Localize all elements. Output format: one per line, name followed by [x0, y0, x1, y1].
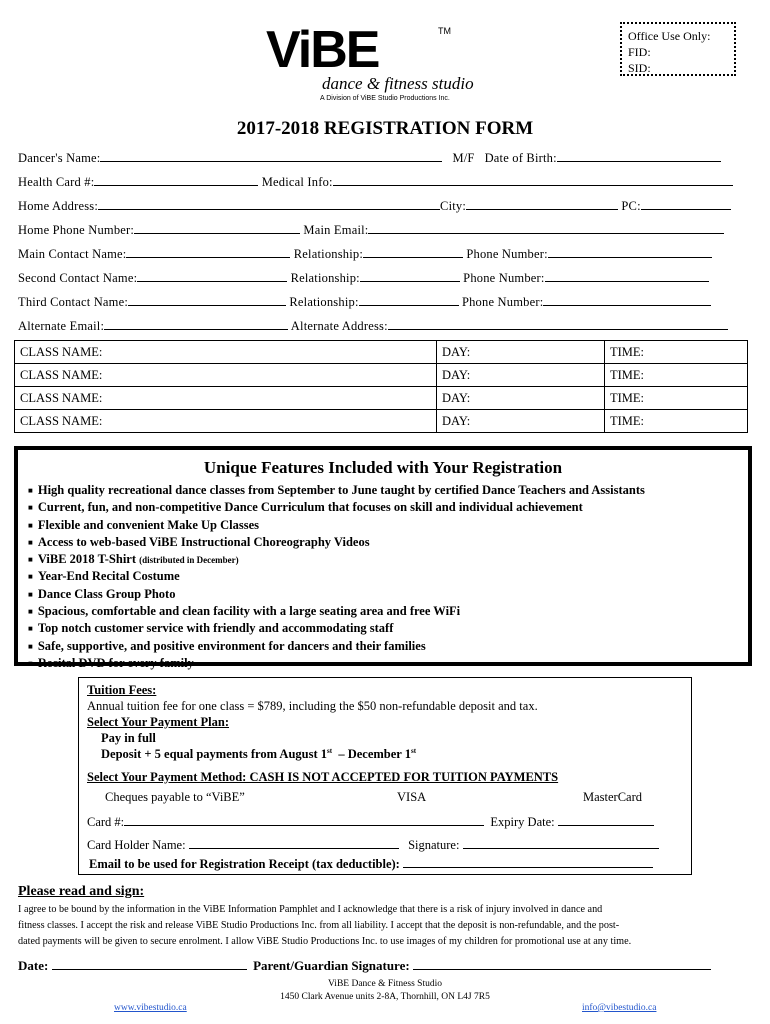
dancer-name-input[interactable] — [100, 150, 442, 162]
main-contact-label: Main Contact Name: — [18, 247, 127, 261]
third-contact-input[interactable] — [128, 294, 286, 306]
feature-text: Year-End Recital Costume — [37, 569, 180, 584]
expiry-input[interactable] — [558, 814, 654, 826]
tuition-fee-text: Annual tuition fee for one class = $789, including the $50 non-refundable deposit and tax. — [87, 699, 538, 713]
class-time-cell[interactable]: TIME: — [605, 341, 748, 364]
third-phone-label: Phone Number: — [461, 295, 544, 309]
payment-method-heading: Select Your Payment Method: CASH IS NOT ACCEPTED FOR TUITION PAYMENTS — [87, 770, 559, 784]
third-contact-label: Third Contact Name: — [18, 295, 129, 309]
list-item — [28, 586, 645, 603]
feature-text: Safe, supportive, and positive environment for dancers and their families — [37, 638, 426, 653]
feature-text: Current, fun, and non-competitive Dance Curriculum that focuses on skill and individual achievement — [37, 500, 583, 515]
alternate-row — [18, 318, 758, 334]
second-phone-label: Phone Number: — [463, 271, 545, 285]
date-label: Date: — [18, 958, 49, 973]
receipt-email-input[interactable] — [403, 856, 653, 868]
office-use-box — [620, 22, 736, 76]
feature-text: High quality recreational dance classes from September to June taught by certified Dance Teachers and Assistants — [37, 483, 645, 497]
alt-email-label: Alternate Email: — [18, 319, 105, 333]
superscript: st — [327, 747, 333, 755]
list-item — [28, 568, 645, 585]
footer-address: 1450 Clark Avenue units 2-8A, Thornhill, ON L4J 7R5 — [280, 992, 490, 1002]
card-row — [87, 814, 654, 830]
phone-row — [18, 222, 758, 238]
class-name-cell[interactable]: CLASS NAME: — [15, 410, 437, 433]
tuition-heading: Tuition Fees: — [87, 683, 157, 697]
list-item — [28, 534, 645, 551]
card-holder-row — [87, 837, 659, 853]
logo-trademark: TM — [438, 26, 451, 36]
second-relationship-input[interactable] — [360, 270, 460, 282]
pc-label: PC: — [621, 199, 641, 213]
email-link[interactable]: info@vibestudio.ca — [582, 1003, 657, 1013]
plan-deposit-installments[interactable] — [101, 747, 416, 762]
list-item — [28, 655, 645, 672]
class-table — [14, 340, 748, 433]
parent-signature-input[interactable] — [413, 958, 711, 970]
feature-text: ViBE 2018 T-Shirt — [37, 552, 137, 567]
list-item — [28, 499, 645, 516]
card-number-input[interactable] — [124, 814, 484, 826]
tshirt-note: (distributed in December) — [139, 555, 239, 566]
address-row — [18, 198, 758, 214]
office-use-label: Office Use Only: — [628, 29, 711, 43]
class-day-cell[interactable]: DAY: — [437, 387, 605, 410]
home-phone-input[interactable] — [134, 222, 300, 234]
card-holder-input[interactable] — [189, 837, 399, 849]
gender-label: M/F — [452, 151, 475, 165]
medical-info-input[interactable] — [333, 174, 733, 186]
home-address-label: Home Address: — [18, 199, 99, 213]
list-item — [28, 603, 645, 620]
method-mastercard[interactable]: MasterCard — [583, 790, 643, 804]
health-card-input[interactable] — [94, 174, 258, 186]
third-relationship-input[interactable] — [359, 294, 459, 306]
main-relationship-input[interactable] — [363, 246, 463, 258]
superscript: st — [410, 747, 417, 755]
class-name-cell[interactable]: CLASS NAME: — [15, 341, 437, 364]
second-relationship-label: Relationship: — [290, 271, 360, 285]
home-address-input[interactable] — [98, 198, 440, 210]
second-contact-row — [18, 270, 758, 286]
medical-info-label: Medical Info: — [261, 175, 333, 189]
main-email-label: Main Email: — [303, 223, 369, 237]
agreement-line: fitness classes. I accept the risk and release ViBE Studio Productions Inc. from all liability. I accept that the deposit is non-refundable, and the post- — [18, 920, 620, 931]
logo-wordmark: ViBE — [266, 21, 379, 79]
second-contact-input[interactable] — [137, 270, 287, 282]
features-title: Unique Features Included with Your Registration — [203, 458, 563, 477]
health-card-label: Health Card #: — [18, 175, 95, 189]
alt-address-label: Alternate Address: — [290, 319, 388, 333]
class-day-cell[interactable]: DAY: — [437, 410, 605, 433]
dancer-row — [18, 150, 758, 166]
third-relationship-label: Relationship: — [289, 295, 359, 309]
class-name-cell[interactable]: CLASS NAME: — [15, 364, 437, 387]
receipt-email-row — [89, 856, 653, 872]
main-email-input[interactable] — [368, 222, 724, 234]
agreement-line: dated payments will be given to secure enrolment. I allow ViBE Studio Productions Inc. to use images of my children for promotional use at any time. — [18, 936, 632, 947]
main-contact-row — [18, 246, 758, 262]
feature-text: Top notch customer service with friendly and accommodating staff — [37, 621, 394, 636]
card-number-label: Card #: — [87, 815, 125, 829]
agreement-text — [18, 902, 758, 950]
agreement-heading: Please read and sign: — [18, 884, 145, 899]
method-visa[interactable]: VISA — [397, 790, 427, 804]
logo-subtitle: dance & fitness studio — [322, 74, 474, 93]
main-contact-input[interactable] — [126, 246, 290, 258]
list-item — [28, 482, 645, 499]
plan-deposit-text: Deposit + 5 equal payments from August 1 — [101, 747, 328, 762]
feature-text: Recital DVD for every family — [37, 655, 194, 670]
method-cheque[interactable]: Cheques payable to “ViBE” — [105, 790, 245, 804]
second-contact-label: Second Contact Name: — [18, 271, 138, 285]
alt-address-input[interactable] — [388, 318, 728, 330]
office-sid-label: SID: — [628, 61, 651, 75]
parent-signature-label: Parent/Guardian Signature: — [253, 958, 410, 973]
city-input[interactable] — [466, 198, 618, 210]
card-signature-input[interactable] — [463, 837, 659, 849]
logo-division: A Division of ViBE Studio Productions Inc. — [320, 95, 450, 102]
plan-pay-in-full[interactable]: Pay in full — [101, 731, 156, 745]
dancer-name-label: Dancer's Name: — [18, 151, 101, 165]
table-row — [15, 341, 748, 364]
health-row — [18, 174, 758, 190]
signature-row — [18, 958, 711, 974]
receipt-email-label: Email to be used for Registration Receipt (tax deductible): — [89, 857, 400, 871]
vibe-logo — [262, 22, 502, 108]
third-phone-input[interactable] — [543, 294, 711, 306]
list-item — [28, 638, 645, 655]
city-label: City: — [440, 199, 467, 213]
pc-input[interactable] — [641, 198, 731, 210]
main-phone-label: Phone Number: — [466, 247, 548, 261]
class-name-cell[interactable]: CLASS NAME: — [15, 387, 437, 410]
features-box — [14, 446, 752, 670]
alt-email-input[interactable] — [104, 318, 288, 330]
class-time-cell[interactable]: TIME: — [605, 364, 748, 387]
class-time-cell[interactable]: TIME: — [605, 410, 748, 433]
main-relationship-label: Relationship: — [293, 247, 364, 261]
features-list — [28, 482, 645, 672]
agreement-line: I agree to be bound by the information in the ViBE Information Pamphlet and I acknowledge that there is a risk of injury involved in dance and — [18, 904, 603, 915]
dob-label: Date of Birth: — [484, 151, 557, 165]
feature-text: Dance Class Group Photo — [37, 586, 176, 601]
office-fid-label: FID: — [628, 45, 651, 59]
table-row — [15, 364, 748, 387]
date-input[interactable] — [52, 958, 247, 970]
plan-deposit-text-end: – December 1 — [332, 747, 411, 762]
table-row — [15, 387, 748, 410]
list-item — [28, 620, 645, 637]
card-holder-label: Card Holder Name: — [87, 838, 186, 852]
table-row — [15, 410, 748, 433]
home-phone-label: Home Phone Number: — [18, 223, 135, 237]
list-item — [28, 517, 645, 534]
class-day-cell[interactable]: DAY: — [437, 341, 605, 364]
second-phone-input[interactable] — [545, 270, 709, 282]
feature-text: Flexible and convenient Make Up Classes — [37, 517, 260, 532]
feature-text: Access to web-based ViBE Instructional Choreography Videos — [37, 534, 370, 549]
footer-studio-name: ViBE Dance & Fitness Studio — [328, 979, 442, 989]
class-time-cell[interactable]: TIME: — [605, 387, 748, 410]
feature-text: Spacious, comfortable and clean facility with a large seating area and free WiFi — [37, 604, 461, 619]
class-day-cell[interactable]: DAY: — [437, 364, 605, 387]
website-link[interactable]: www.vibestudio.ca — [114, 1003, 187, 1013]
main-phone-input[interactable] — [548, 246, 712, 258]
third-contact-row — [18, 294, 758, 310]
payment-plan-heading: Select Your Payment Plan: — [87, 715, 229, 729]
list-item — [28, 551, 645, 568]
dob-input[interactable] — [557, 150, 721, 162]
form-title: 2017-2018 REGISTRATION FORM — [236, 118, 534, 139]
tuition-box — [78, 677, 692, 875]
expiry-label: Expiry Date: — [490, 815, 555, 829]
signature-label: Signature: — [408, 838, 460, 852]
